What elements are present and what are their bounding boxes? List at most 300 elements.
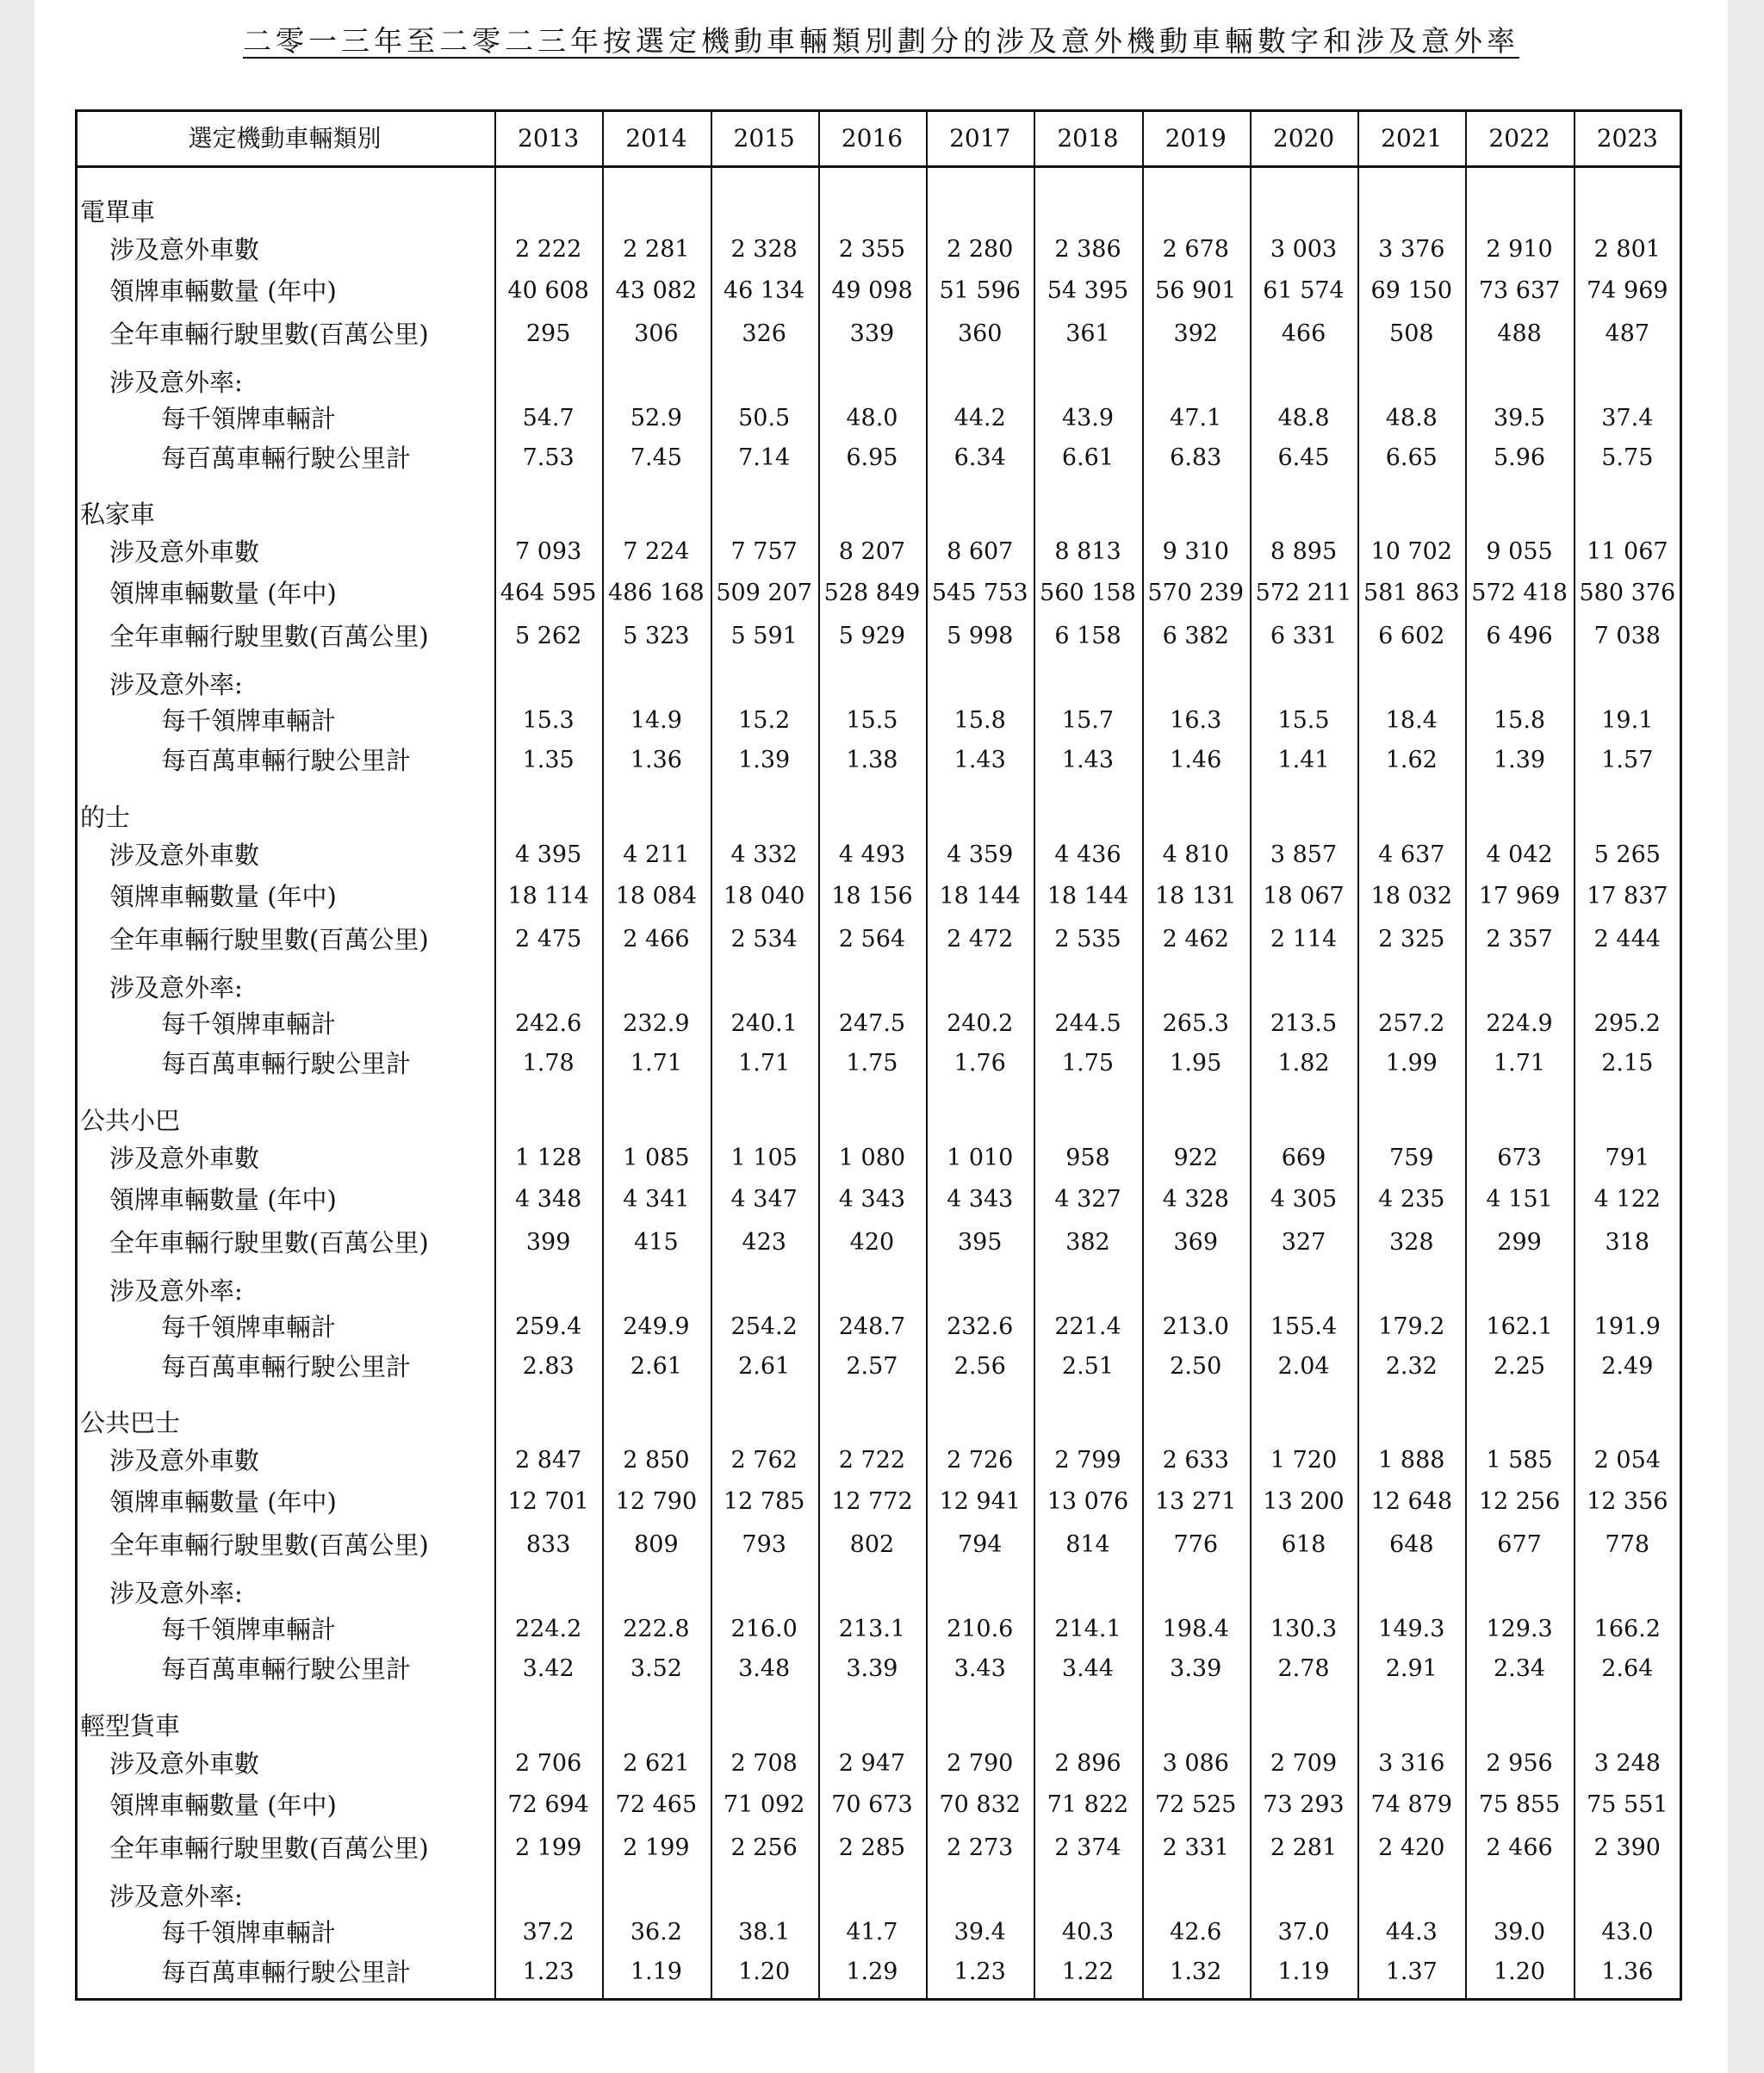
row-label: 公共小巴 <box>80 1106 181 1135</box>
table-cell: 648 <box>1389 1531 1434 1558</box>
table-cell: 4 359 <box>947 841 1014 868</box>
table-cell: 673 <box>1497 1145 1542 1171</box>
table-cell: 5 591 <box>730 623 798 649</box>
table-cell: 776 <box>1173 1531 1219 1558</box>
table-cell: 70 673 <box>831 1791 913 1818</box>
table-cell: 48.0 <box>846 405 898 431</box>
table-cell: 2 799 <box>1054 1447 1121 1474</box>
table-cell: 73 637 <box>1478 277 1561 304</box>
table-cell: 4 305 <box>1270 1186 1338 1213</box>
table-cell: 2 256 <box>730 1834 798 1861</box>
table-cell: 240.2 <box>947 1010 1014 1037</box>
table-cell: 3 248 <box>1593 1750 1661 1777</box>
row-label: 每千領牌車輛計 <box>161 404 337 433</box>
group-heading <box>75 495 1682 533</box>
table-row <box>75 1829 1682 1867</box>
row-label: 全年車輛行駛里數(百萬公里) <box>109 622 429 651</box>
row-label: 全年車輛行駛里數(百萬公里) <box>109 925 429 954</box>
table-cell: 1.39 <box>738 747 791 773</box>
table-cell: 75 855 <box>1478 1791 1561 1818</box>
table-cell: 2.61 <box>630 1353 682 1380</box>
table-cell: 2.61 <box>738 1353 791 1380</box>
table-cell: 254.2 <box>730 1313 798 1340</box>
table-cell: 3 316 <box>1378 1750 1445 1777</box>
table-cell: 18 114 <box>507 883 589 909</box>
table-cell: 247.5 <box>838 1010 906 1037</box>
table-cell: 2 281 <box>1270 1834 1338 1861</box>
row-label: 涉及意外率: <box>109 973 243 1002</box>
rate-subheading <box>75 1272 1682 1310</box>
table-cell: 2.15 <box>1601 1050 1654 1077</box>
table-cell: 8 813 <box>1054 538 1121 565</box>
rate-subheading <box>75 363 1682 401</box>
rate-subheading <box>75 1877 1682 1915</box>
table-cell: 17 969 <box>1478 883 1561 909</box>
table-cell: 12 772 <box>831 1488 913 1515</box>
table-cell: 2 114 <box>1270 926 1338 953</box>
table-cell: 570 239 <box>1147 580 1245 606</box>
table-cell: 216.0 <box>730 1616 798 1642</box>
table-cell: 1.71 <box>630 1050 682 1077</box>
table-cell: 1.35 <box>522 747 575 773</box>
row-label: 涉及意外車數 <box>109 1446 260 1475</box>
table-cell: 1.20 <box>1493 1958 1546 1985</box>
table-cell: 72 465 <box>615 1791 698 1818</box>
table-cell: 295 <box>525 320 571 347</box>
table-cell: 4 122 <box>1593 1186 1661 1213</box>
table-cell: 669 <box>1281 1145 1326 1171</box>
table-cell: 295.2 <box>1593 1010 1661 1037</box>
table-cell: 6 382 <box>1162 623 1229 649</box>
table-cell: 259.4 <box>514 1313 582 1340</box>
table-cell: 2 762 <box>730 1447 798 1474</box>
table-cell: 166.2 <box>1593 1616 1661 1642</box>
table-cell: 7 038 <box>1593 623 1661 649</box>
table-cell: 1 720 <box>1270 1447 1338 1474</box>
table-cell: 809 <box>634 1531 679 1558</box>
table-cell: 2 285 <box>838 1834 906 1861</box>
table-cell: 15.2 <box>738 707 791 734</box>
row-label: 領牌車輛數量 (年中) <box>109 1185 337 1214</box>
row-label: 每百萬車輛行駛公里計 <box>161 1958 412 1987</box>
row-label: 領牌車輛數量 (年中) <box>109 1487 337 1517</box>
table-cell: 464 595 <box>500 580 597 606</box>
table-cell: 54 395 <box>1047 277 1129 304</box>
table-cell: 1.76 <box>953 1050 1006 1077</box>
table-cell: 2 462 <box>1162 926 1229 953</box>
table-row <box>75 1914 1682 1952</box>
table-cell: 339 <box>849 320 895 347</box>
table-cell: 8 207 <box>838 538 906 565</box>
table-cell: 382 <box>1065 1229 1110 1256</box>
row-label: 私家車 <box>80 500 156 529</box>
table-cell: 1.71 <box>738 1050 791 1077</box>
table-cell: 1.82 <box>1277 1050 1330 1077</box>
table-cell: 232.6 <box>947 1313 1014 1340</box>
table-cell: 50.5 <box>738 405 791 431</box>
table-cell: 38.1 <box>738 1919 791 1946</box>
table-cell: 16.3 <box>1170 707 1222 734</box>
table-cell: 13 200 <box>1263 1488 1345 1515</box>
table-cell: 2 472 <box>947 926 1014 953</box>
row-label: 領牌車輛數量 (年中) <box>109 1791 337 1820</box>
table-row <box>75 1953 1682 1991</box>
table-cell: 1.43 <box>953 747 1006 773</box>
row-label: 涉及意外車數 <box>109 841 260 870</box>
table-cell: 2 475 <box>514 926 582 953</box>
table-cell: 328 <box>1389 1229 1434 1256</box>
table-cell: 2 708 <box>730 1750 798 1777</box>
row-label: 每百萬車輛行駛公里計 <box>161 746 412 775</box>
table-cell: 2 910 <box>1486 236 1553 263</box>
row-label: 涉及意外率: <box>109 1882 243 1911</box>
header-year: 2013 <box>518 124 580 152</box>
table-cell: 1.29 <box>846 1958 898 1985</box>
table-cell: 7.45 <box>630 444 682 471</box>
table-cell: 528 849 <box>823 580 921 606</box>
table-cell: 5 262 <box>514 623 582 649</box>
table-cell: 677 <box>1497 1531 1542 1558</box>
table-cell: 12 785 <box>723 1488 805 1515</box>
table-row <box>75 315 1682 353</box>
table-cell: 37.2 <box>522 1919 575 1946</box>
table-cell: 1.36 <box>1601 1958 1654 1985</box>
table-cell: 488 <box>1497 320 1542 347</box>
table-cell: 1 585 <box>1486 1447 1553 1474</box>
row-label: 輕型貨車 <box>80 1711 181 1741</box>
table-cell: 18 144 <box>939 883 1021 909</box>
table-cell: 222.8 <box>623 1616 690 1642</box>
table-cell: 5.96 <box>1493 444 1546 471</box>
table-cell: 4 343 <box>838 1186 906 1213</box>
table-cell: 361 <box>1065 320 1110 347</box>
table-cell: 265.3 <box>1162 1010 1229 1037</box>
group-heading <box>75 1102 1682 1139</box>
table-cell: 7.14 <box>738 444 791 471</box>
table-cell: 6 602 <box>1378 623 1445 649</box>
table-cell: 221.4 <box>1054 1313 1121 1340</box>
row-label: 每百萬車輛行駛公里計 <box>161 1654 412 1684</box>
table-cell: 4 327 <box>1054 1186 1121 1213</box>
table-row <box>75 1181 1682 1219</box>
table-cell: 2 420 <box>1378 1834 1445 1861</box>
row-label: 涉及意外率: <box>109 670 243 699</box>
table-cell: 833 <box>525 1531 571 1558</box>
table-cell: 13 271 <box>1155 1488 1237 1515</box>
table-cell: 73 293 <box>1263 1791 1345 1818</box>
table-row <box>75 1786 1682 1824</box>
group-heading <box>75 1707 1682 1745</box>
table-cell: 4 328 <box>1162 1186 1229 1213</box>
table-cell: 18 156 <box>831 883 913 909</box>
table-cell: 48.8 <box>1385 405 1438 431</box>
table-cell: 48.8 <box>1277 405 1330 431</box>
table-cell: 18 131 <box>1155 883 1237 909</box>
table-cell: 2.56 <box>953 1353 1006 1380</box>
table-cell: 6 158 <box>1054 623 1121 649</box>
table-cell: 2 896 <box>1054 1750 1121 1777</box>
table-cell: 36.2 <box>630 1919 682 1946</box>
table-cell: 232.9 <box>623 1010 690 1037</box>
table-cell: 1.75 <box>846 1050 898 1077</box>
table-cell: 15.7 <box>1061 707 1115 734</box>
table-cell: 10 702 <box>1370 538 1453 565</box>
table-row <box>75 742 1682 779</box>
header-year: 2023 <box>1596 124 1658 152</box>
table-cell: 2 374 <box>1054 1834 1121 1861</box>
table-cell: 2.57 <box>846 1353 898 1380</box>
table-row <box>75 878 1682 915</box>
row-label: 每千領牌車輛計 <box>161 1313 337 1342</box>
table-cell: 74 879 <box>1370 1791 1453 1818</box>
table-cell: 392 <box>1173 320 1219 347</box>
table-cell: 5 323 <box>623 623 690 649</box>
table-cell: 3.39 <box>846 1655 898 1682</box>
table-cell: 224.9 <box>1486 1010 1553 1037</box>
table-cell: 1.99 <box>1385 1050 1438 1077</box>
table-cell: 2 709 <box>1270 1750 1338 1777</box>
table-cell: 2.34 <box>1493 1655 1546 1682</box>
row-label: 全年車輛行駛里數(百萬公里) <box>109 1834 429 1863</box>
table-cell: 791 <box>1605 1145 1650 1171</box>
table-cell: 179.2 <box>1378 1313 1445 1340</box>
table-cell: 2.32 <box>1385 1353 1438 1380</box>
table-cell: 15.8 <box>953 707 1006 734</box>
table-cell: 299 <box>1497 1229 1542 1256</box>
table-cell: 39.0 <box>1493 1919 1546 1946</box>
table-cell: 40.3 <box>1061 1919 1115 1946</box>
table-cell: 1.41 <box>1277 747 1330 773</box>
table-cell: 43 082 <box>615 277 698 304</box>
table-cell: 2 222 <box>514 236 582 263</box>
table-cell: 4 343 <box>947 1186 1014 1213</box>
table-cell: 54.7 <box>522 405 575 431</box>
table-cell: 1.57 <box>1601 747 1654 773</box>
table-cell: 423 <box>742 1229 786 1256</box>
table-cell: 56 901 <box>1155 277 1237 304</box>
table-cell: 1 105 <box>730 1145 798 1171</box>
table-cell: 224.2 <box>514 1616 582 1642</box>
table-cell: 1 128 <box>514 1145 582 1171</box>
table-row <box>75 1308 1682 1346</box>
table-cell: 43.9 <box>1061 405 1115 431</box>
table-cell: 210.6 <box>947 1616 1014 1642</box>
table-cell: 214.1 <box>1054 1616 1121 1642</box>
header-year: 2014 <box>625 124 687 152</box>
table-cell: 2 564 <box>838 926 906 953</box>
table-cell: 13 076 <box>1047 1488 1129 1515</box>
row-label: 全年車輛行駛里數(百萬公里) <box>109 1228 429 1257</box>
table-cell: 18 032 <box>1370 883 1453 909</box>
row-label: 每千領牌車輛計 <box>161 1009 337 1039</box>
table-cell: 486 168 <box>608 580 705 606</box>
table-cell: 306 <box>634 320 679 347</box>
document-page <box>34 0 1728 2073</box>
table-cell: 213.5 <box>1270 1010 1338 1037</box>
header-year: 2017 <box>949 124 1011 152</box>
table-row <box>75 1526 1682 1564</box>
row-label: 涉及意外車數 <box>109 1749 260 1778</box>
table-cell: 2 956 <box>1486 1750 1553 1777</box>
table-cell: 3.43 <box>953 1655 1006 1682</box>
row-label: 電單車 <box>80 197 156 227</box>
table-cell: 1.46 <box>1170 747 1222 773</box>
table-cell: 2 706 <box>514 1750 582 1777</box>
table-cell: 560 158 <box>1040 580 1136 606</box>
table-cell: 2.50 <box>1170 1353 1222 1380</box>
table-cell: 4 151 <box>1486 1186 1553 1213</box>
table-cell: 18 040 <box>723 883 805 909</box>
table-cell: 15.5 <box>846 707 898 734</box>
row-label: 領牌車輛數量 (年中) <box>109 276 337 306</box>
table-cell: 2 534 <box>730 926 798 953</box>
row-label: 涉及意外率: <box>109 1579 243 1608</box>
table-cell: 922 <box>1173 1145 1219 1171</box>
table-cell: 72 525 <box>1155 1791 1237 1818</box>
table-cell: 3.48 <box>738 1655 791 1682</box>
table-cell: 12 256 <box>1478 1488 1561 1515</box>
table-row <box>75 1139 1682 1177</box>
table-cell: 399 <box>525 1229 571 1256</box>
row-label: 每百萬車輛行駛公里計 <box>161 1352 412 1381</box>
table-cell: 6.45 <box>1277 444 1330 471</box>
header-year: 2018 <box>1057 124 1119 152</box>
table-cell: 248.7 <box>838 1313 906 1340</box>
table-cell: 41.7 <box>846 1919 898 1946</box>
table-cell: 4 348 <box>514 1186 582 1213</box>
table-cell: 814 <box>1065 1531 1110 1558</box>
table-cell: 5 265 <box>1593 841 1661 868</box>
table-cell: 508 <box>1389 320 1434 347</box>
table-cell: 3 376 <box>1378 236 1445 263</box>
table-cell: 2 281 <box>623 236 690 263</box>
table-cell: 2 390 <box>1593 1834 1661 1861</box>
table-cell: 2 054 <box>1593 1447 1661 1474</box>
table-cell: 3 003 <box>1270 236 1338 263</box>
table-cell: 18 144 <box>1047 883 1129 909</box>
table-row <box>75 574 1682 612</box>
table-cell: 4 493 <box>838 841 906 868</box>
table-cell: 129.3 <box>1486 1616 1553 1642</box>
table-cell: 318 <box>1605 1229 1650 1256</box>
table-cell: 466 <box>1281 320 1326 347</box>
table-cell: 37.4 <box>1601 405 1654 431</box>
table-row <box>75 439 1682 477</box>
table-cell: 43.0 <box>1601 1919 1654 1946</box>
table-row <box>75 921 1682 959</box>
table-cell: 415 <box>634 1229 679 1256</box>
row-label: 涉及意外車數 <box>109 537 260 567</box>
table-cell: 7 757 <box>730 538 798 565</box>
table-cell: 1.37 <box>1385 1958 1438 1985</box>
row-label: 每千領牌車輛計 <box>161 706 337 735</box>
table-cell: 257.2 <box>1378 1010 1445 1037</box>
table-cell: 2 633 <box>1162 1447 1229 1474</box>
table-cell: 545 753 <box>931 580 1028 606</box>
table-cell: 487 <box>1605 320 1650 347</box>
header-divider <box>75 165 1682 168</box>
table-cell: 2 357 <box>1486 926 1553 953</box>
table-cell: 19.1 <box>1601 707 1654 734</box>
table-cell: 39.4 <box>953 1919 1006 1946</box>
rate-subheading <box>75 969 1682 1007</box>
group-heading <box>75 798 1682 836</box>
row-label: 領牌車輛數量 (年中) <box>109 579 337 608</box>
table-cell: 15.5 <box>1277 707 1330 734</box>
table-cell: 1.71 <box>1493 1050 1546 1077</box>
table-cell: 2 722 <box>838 1447 906 1474</box>
table-cell: 240.1 <box>730 1010 798 1037</box>
table-cell: 6.83 <box>1170 444 1222 471</box>
row-label: 的士 <box>80 803 131 832</box>
table-cell: 778 <box>1605 1531 1650 1558</box>
table-cell: 1.78 <box>522 1050 575 1077</box>
table-row <box>75 618 1682 655</box>
table-cell: 5.75 <box>1601 444 1654 471</box>
table-cell: 5 998 <box>947 623 1014 649</box>
table-cell: 4 042 <box>1486 841 1553 868</box>
table-cell: 1.62 <box>1385 747 1438 773</box>
table-cell: 1.38 <box>846 747 898 773</box>
row-label: 每百萬車輛行駛公里計 <box>161 1049 412 1078</box>
table-cell: 2 325 <box>1378 926 1445 953</box>
table-row <box>75 1745 1682 1783</box>
table-cell: 149.3 <box>1378 1616 1445 1642</box>
table-cell: 7.53 <box>522 444 575 471</box>
row-label: 每千領牌車輛計 <box>161 1615 337 1644</box>
table-cell: 2 678 <box>1162 236 1229 263</box>
table-cell: 3.42 <box>522 1655 575 1682</box>
table-cell: 1.39 <box>1493 747 1546 773</box>
table-cell: 1.43 <box>1061 747 1115 773</box>
header-year: 2022 <box>1488 124 1550 152</box>
table-cell: 6.95 <box>846 444 898 471</box>
table-cell: 2.91 <box>1385 1655 1438 1682</box>
table-cell: 12 790 <box>615 1488 698 1515</box>
table-row <box>75 1045 1682 1083</box>
table-cell: 44.3 <box>1385 1919 1438 1946</box>
table-cell: 3 857 <box>1270 841 1338 868</box>
header-year: 2015 <box>733 124 795 152</box>
table-cell: 1.95 <box>1170 1050 1222 1077</box>
table-cell: 794 <box>957 1531 1003 1558</box>
table-cell: 572 418 <box>1471 580 1568 606</box>
table-cell: 793 <box>742 1531 786 1558</box>
row-label: 每百萬車輛行駛公里計 <box>161 444 412 473</box>
table-cell: 802 <box>849 1531 895 1558</box>
table-cell: 15.3 <box>522 707 575 734</box>
table-cell: 4 637 <box>1378 841 1445 868</box>
table-row <box>75 231 1682 269</box>
table-cell: 2 199 <box>623 1834 690 1861</box>
table-cell: 6.65 <box>1385 444 1438 471</box>
table-cell: 74 969 <box>1587 277 1668 304</box>
table-cell: 8 895 <box>1270 538 1338 565</box>
header-year: 2019 <box>1165 124 1227 152</box>
header-year: 2016 <box>841 124 904 152</box>
row-label: 涉及意外車數 <box>109 1144 260 1173</box>
header-category: 選定機動車輛類別 <box>188 124 382 152</box>
table-cell: 162.1 <box>1486 1313 1553 1340</box>
table-cell: 360 <box>957 320 1003 347</box>
table-cell: 52.9 <box>630 405 682 431</box>
rate-subheading <box>75 1574 1682 1612</box>
table-cell: 2 850 <box>623 1447 690 1474</box>
table-cell: 9 310 <box>1162 538 1229 565</box>
table-cell: 1.75 <box>1061 1050 1115 1077</box>
table-cell: 155.4 <box>1270 1313 1338 1340</box>
table-cell: 2 386 <box>1054 236 1121 263</box>
